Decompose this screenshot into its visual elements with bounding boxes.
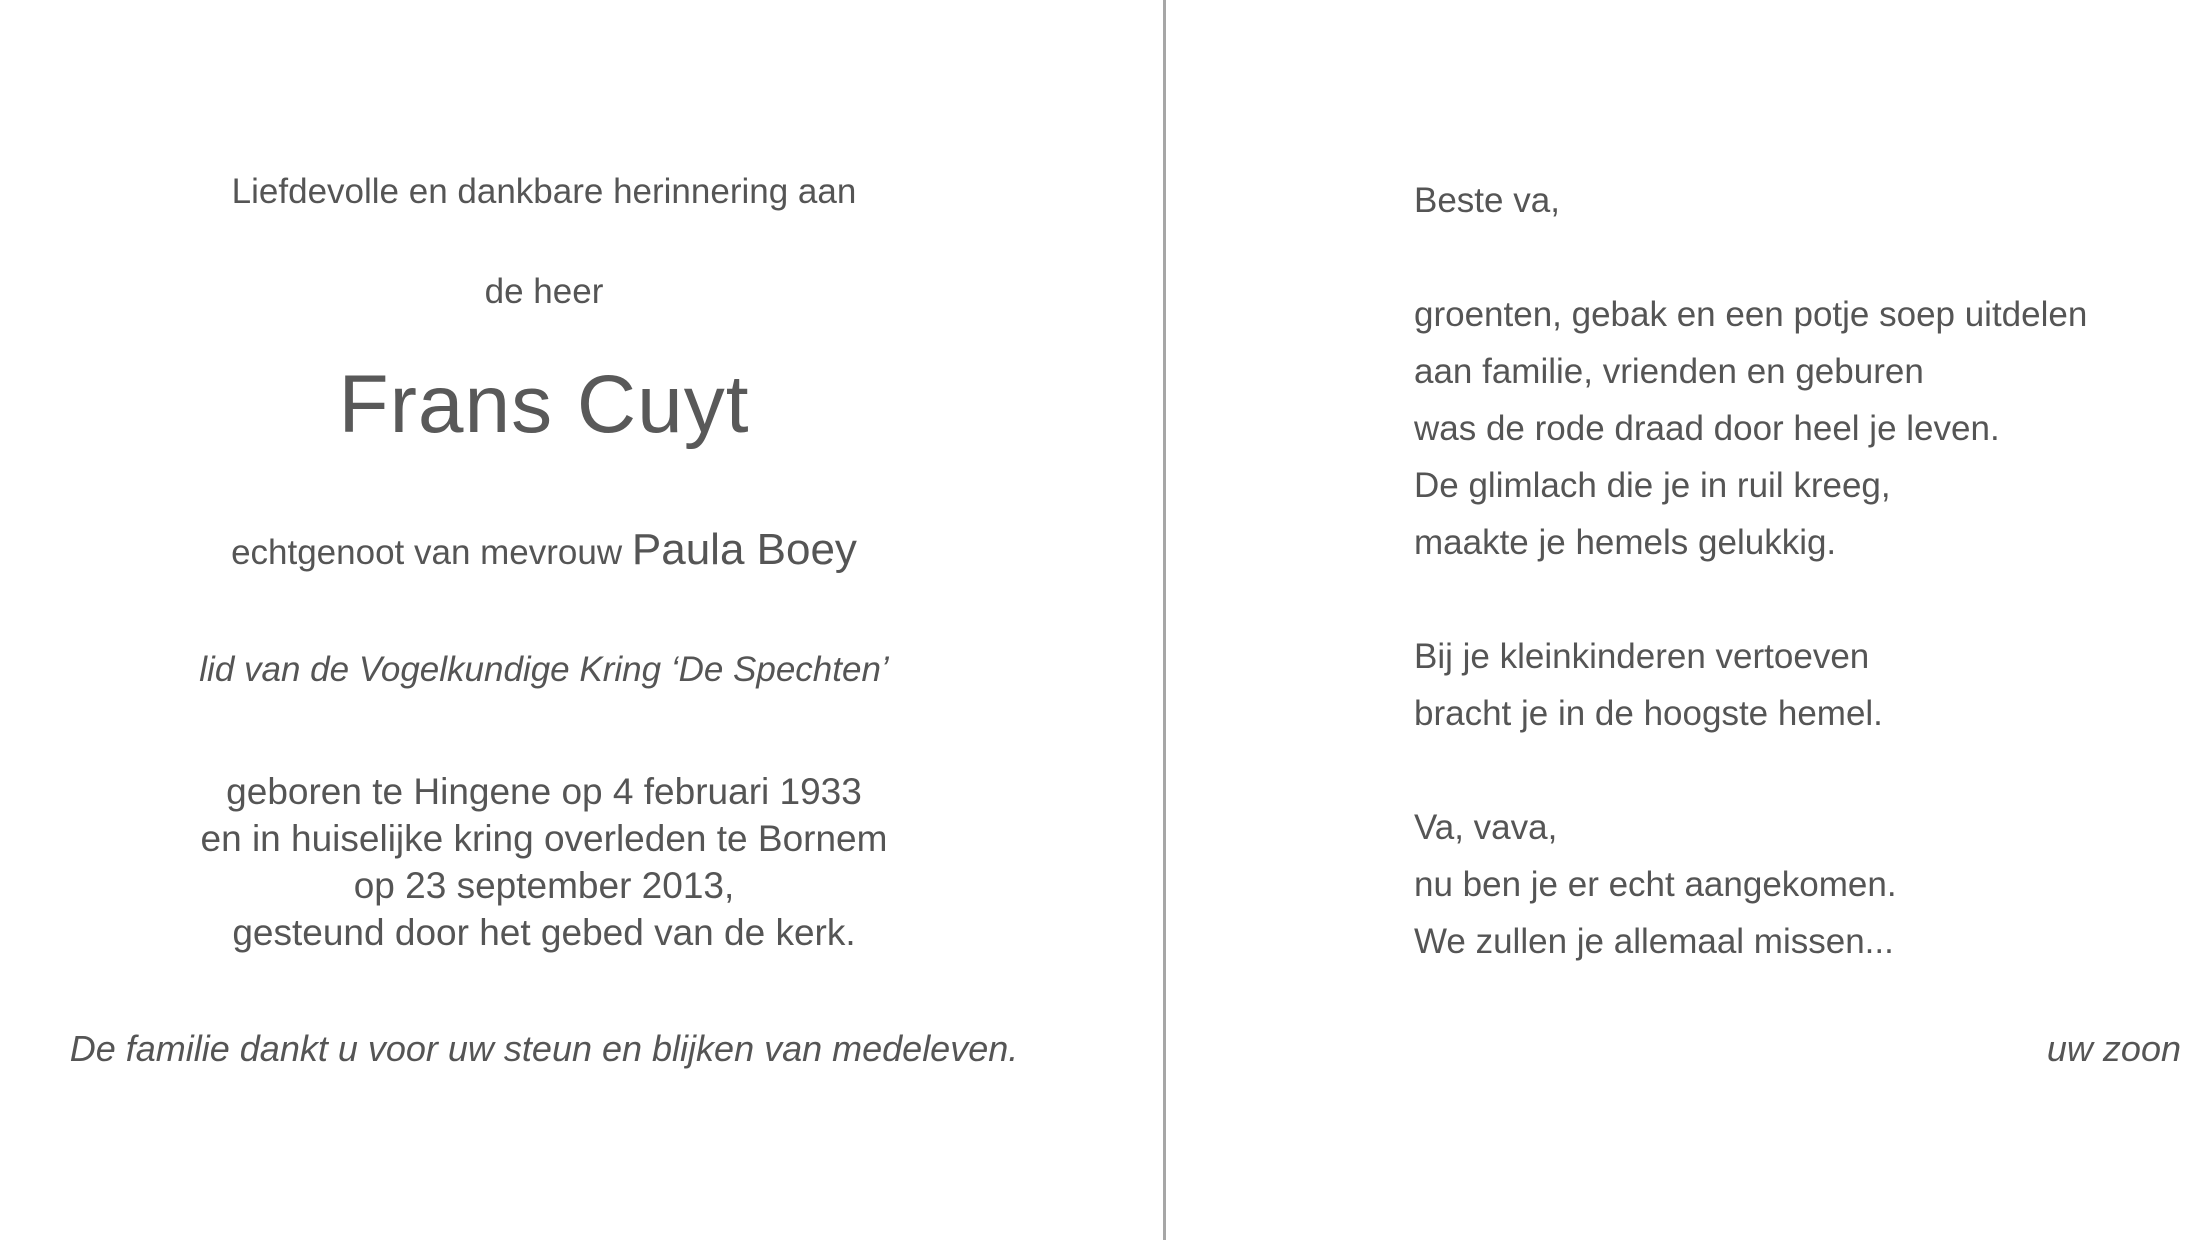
poem: [1414, 172, 2194, 970]
poem-line: nu ben je er echt aangekomen.: [1414, 865, 1897, 904]
death-place-line: en in huiselijke kring overleden te Bornem: [200, 818, 888, 859]
stanza-gap: [1414, 571, 2194, 628]
birth-line: geboren te Hingene op 4 februari 1933: [226, 771, 862, 812]
life-details: [0, 768, 1088, 956]
poem-line: aan familie, vrienden en geburen: [1414, 352, 1924, 391]
spouse-prefix: echtgenoot van mevrouw: [231, 533, 623, 572]
thanks-text: De familie dankt u voor uw steun en blijken van medeleven.: [69, 1028, 1019, 1069]
right-panel: [1166, 0, 2197, 1240]
poem-line: Va, vava,: [1414, 808, 1558, 847]
membership-text: lid van de Vogelkundige Kring ‘De Spechten’: [199, 650, 889, 689]
signature: uw zoon: [2046, 1028, 2181, 1069]
poem-line: De glimlach die je in ruil kreeg,: [1414, 466, 1891, 505]
poem-greeting: Beste va,: [1414, 181, 1560, 220]
stanza-gap: [1414, 229, 2194, 286]
spouse-line: [0, 525, 1088, 575]
poem-line: was de rode draad door heel je leven.: [1414, 409, 2000, 448]
title-prefix: de heer: [484, 272, 604, 311]
intro-text: Liefdevolle en dankbare herinnering aan: [231, 172, 857, 211]
death-date-line: op 23 september 2013,: [353, 865, 735, 906]
poem-line: We zullen je allemaal missen...: [1414, 922, 1894, 961]
poem-line: maakte je hemels gelukkig.: [1414, 523, 1837, 562]
poem-line: bracht je in de hoogste hemel.: [1414, 694, 1883, 733]
poem-line: groenten, gebak en een potje soep uitdelen: [1414, 295, 2088, 334]
spouse-name: Paula Boey: [631, 525, 857, 574]
church-line: gesteund door het gebed van de kerk.: [232, 912, 856, 953]
stanza-gap: [1414, 742, 2194, 799]
poem-line: Bij je kleinkinderen vertoeven: [1414, 637, 1870, 676]
deceased-name: Frans Cuyt: [338, 359, 750, 450]
